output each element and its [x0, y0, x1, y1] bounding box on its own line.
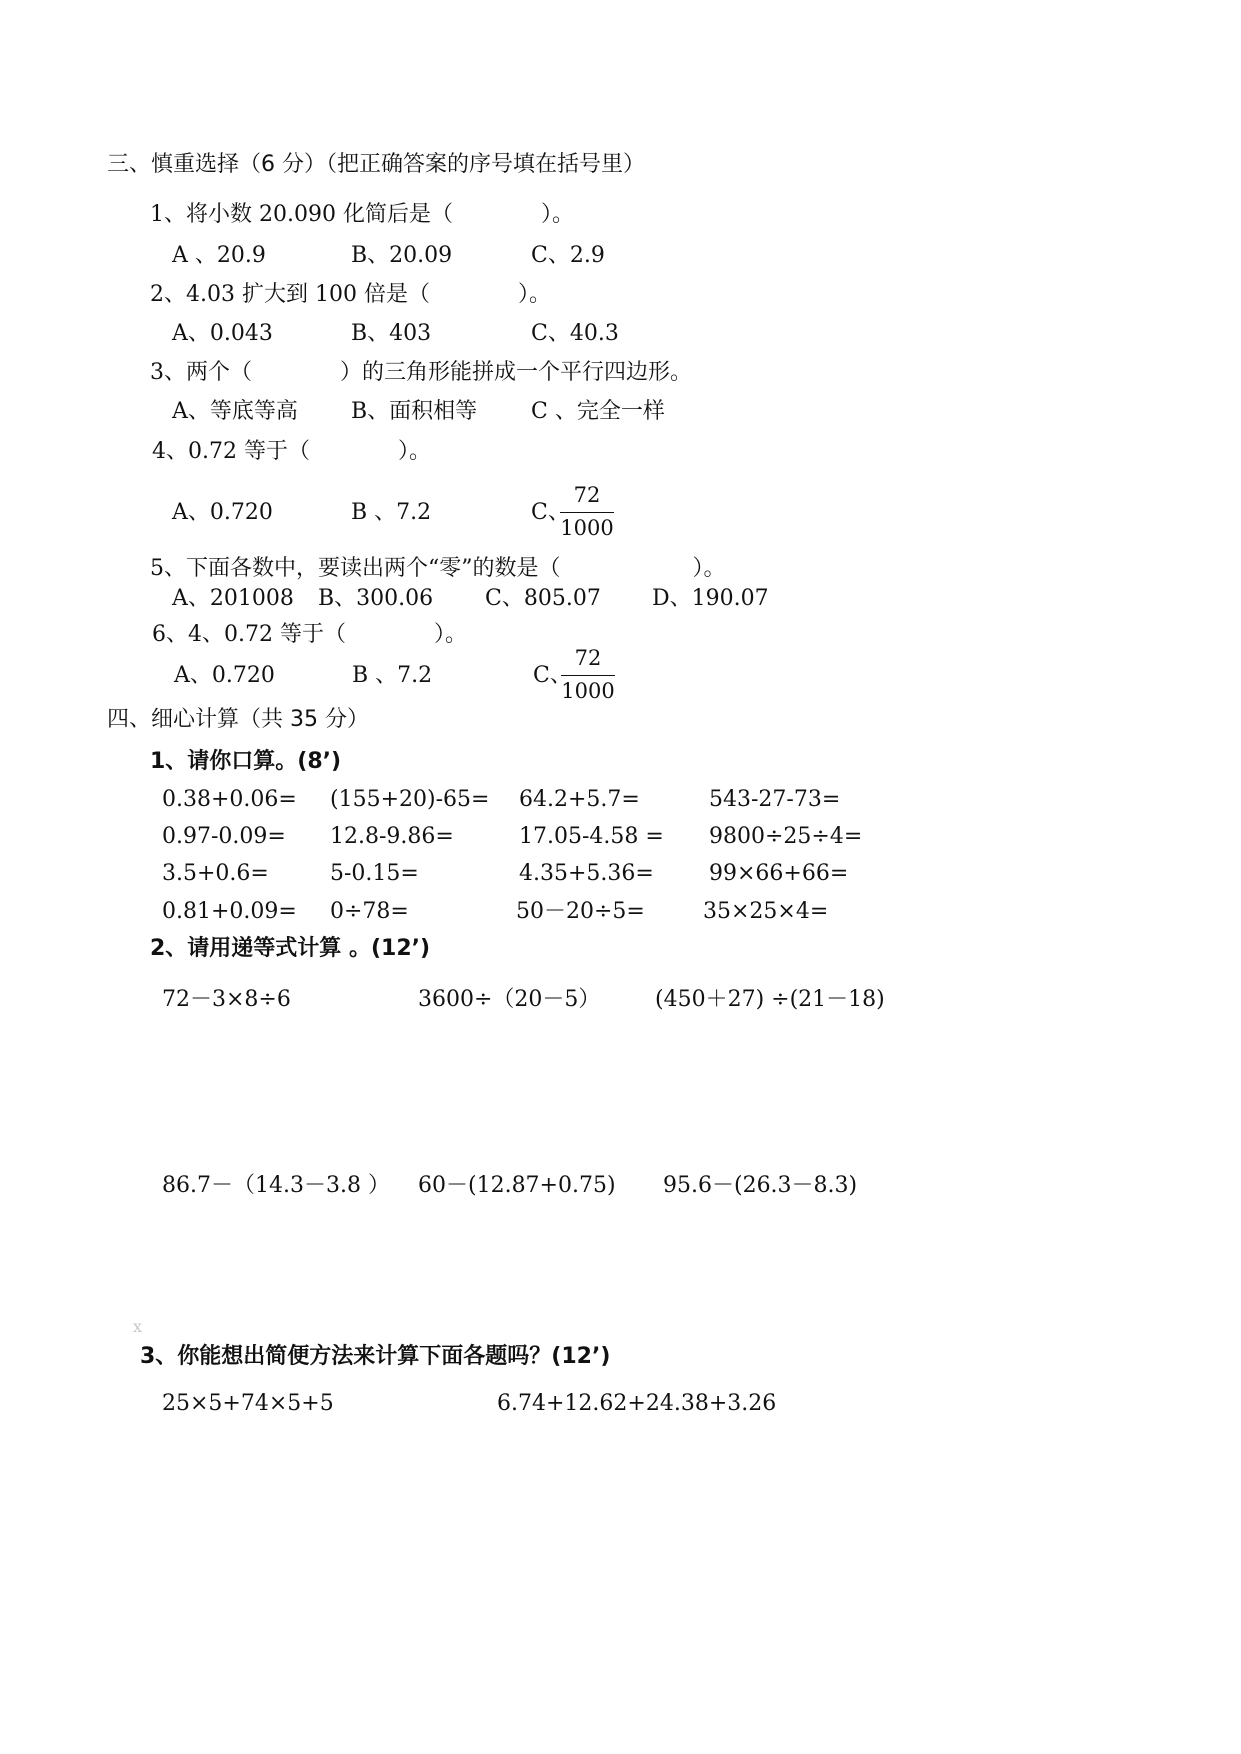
q6-option-b: B 、7.2 [352, 663, 433, 688]
oral-calc-item: 12.8-9.86= [330, 824, 454, 849]
q4-fraction-numerator: 72 [573, 483, 601, 507]
fraction-bar [560, 512, 614, 513]
q4-stem: 4、0.72 等于（ ）。 [152, 439, 431, 464]
oral-calc-item: 35×25×4= [703, 899, 829, 924]
q2-option-c: C、40.3 [531, 321, 619, 346]
q3-option-a: A、等底等高 [172, 399, 298, 424]
oral-calc-item: 9800÷25÷4= [709, 824, 863, 849]
q6-fraction-denominator: 1000 [561, 679, 615, 703]
q5-option-d: D、190.07 [652, 586, 769, 611]
q6-option-c: C、 [533, 663, 572, 688]
oral-calc-item: 5-0.15= [330, 861, 419, 886]
simplify-item: 6.74+12.62+24.38+3.26 [497, 1391, 777, 1416]
q4-fraction [560, 482, 614, 541]
q5-option-b: B、300.06 [318, 586, 434, 611]
fraction-bar [561, 675, 615, 676]
stepwise-item: (450＋27) ÷(21－18) [655, 987, 885, 1012]
q2-stem: 2、4.03 扩大到 100 倍是（ ）。 [150, 282, 551, 307]
q2-option-a: A、0.043 [172, 321, 273, 346]
q2-option-b: B、403 [351, 321, 432, 346]
stepwise-item: 86.7－（14.3－3.8 ） [162, 1173, 390, 1198]
p3-title: 3、你能想出简便方法来计算下面各题吗？(12’) [140, 1344, 611, 1369]
q6-stem: 6、4、0.72 等于（ ）。 [152, 622, 467, 647]
q3-option-b: B、面积相等 [351, 399, 478, 424]
oral-calc-item: 543-27-73= [709, 787, 841, 812]
section4-title: 四、细心计算（共 35 分） [107, 707, 369, 732]
q6-option-a: A、0.720 [174, 663, 275, 688]
oral-calc-item: 0.38+0.06= [162, 787, 297, 812]
oral-calc-item: 17.05-4.58 = [519, 824, 664, 849]
q1-option-c: C、2.9 [531, 243, 605, 268]
q5-stem: 5、下面各数中，要读出两个“零”的数是（ ）。 [150, 556, 726, 581]
q4-option-a: A、0.720 [172, 500, 273, 525]
oral-calc-item: 99×66+66= [709, 861, 849, 886]
q3-option-c: C 、完全一样 [531, 399, 665, 424]
q1-option-a: A 、20.9 [172, 243, 266, 268]
p1-title: 1、请你口算。(8’) [150, 749, 342, 774]
stepwise-item: 72－3×8÷6 [162, 987, 291, 1012]
oral-calc-item: 0÷78= [330, 899, 409, 924]
q6-fraction-numerator: 72 [574, 646, 602, 670]
stray-mark: x [133, 1317, 143, 1336]
q4-fraction-denominator: 1000 [560, 516, 614, 540]
q4-option-b: B 、7.2 [351, 500, 432, 525]
q5-option-a: A、201008 [172, 586, 294, 611]
p2-title: 2、请用递等式计算 。(12’) [150, 936, 431, 961]
q3-stem: 3、两个（ ）的三角形能拼成一个平行四边形。 [150, 360, 692, 385]
section3-title: 三、慎重选择（6 分）（把正确答案的序号填在括号里） [107, 152, 645, 177]
q1-option-b: B、20.09 [351, 243, 453, 268]
oral-calc-item: 64.2+5.7= [519, 787, 640, 812]
q1-stem: 1、将小数 20.090 化简后是（ ）。 [150, 202, 574, 227]
oral-calc-item: 4.35+5.36= [519, 861, 654, 886]
stepwise-item: 3600÷（20－5） [418, 987, 601, 1012]
oral-calc-item: 0.81+0.09= [162, 899, 297, 924]
oral-calc-item: 50－20÷5= [516, 899, 645, 924]
oral-calc-item: 3.5+0.6= [162, 861, 269, 886]
q5-option-c: C、805.07 [485, 586, 601, 611]
oral-calc-item: (155+20)-65= [330, 787, 490, 812]
simplify-item: 25×5+74×5+5 [162, 1391, 334, 1416]
q4-option-c: C、 [531, 500, 570, 525]
oral-calc-item: 0.97-0.09= [162, 824, 286, 849]
stepwise-item: 60－(12.87+0.75) [418, 1173, 616, 1198]
q6-fraction [561, 645, 615, 704]
stepwise-item: 95.6－(26.3－8.3) [663, 1173, 858, 1198]
